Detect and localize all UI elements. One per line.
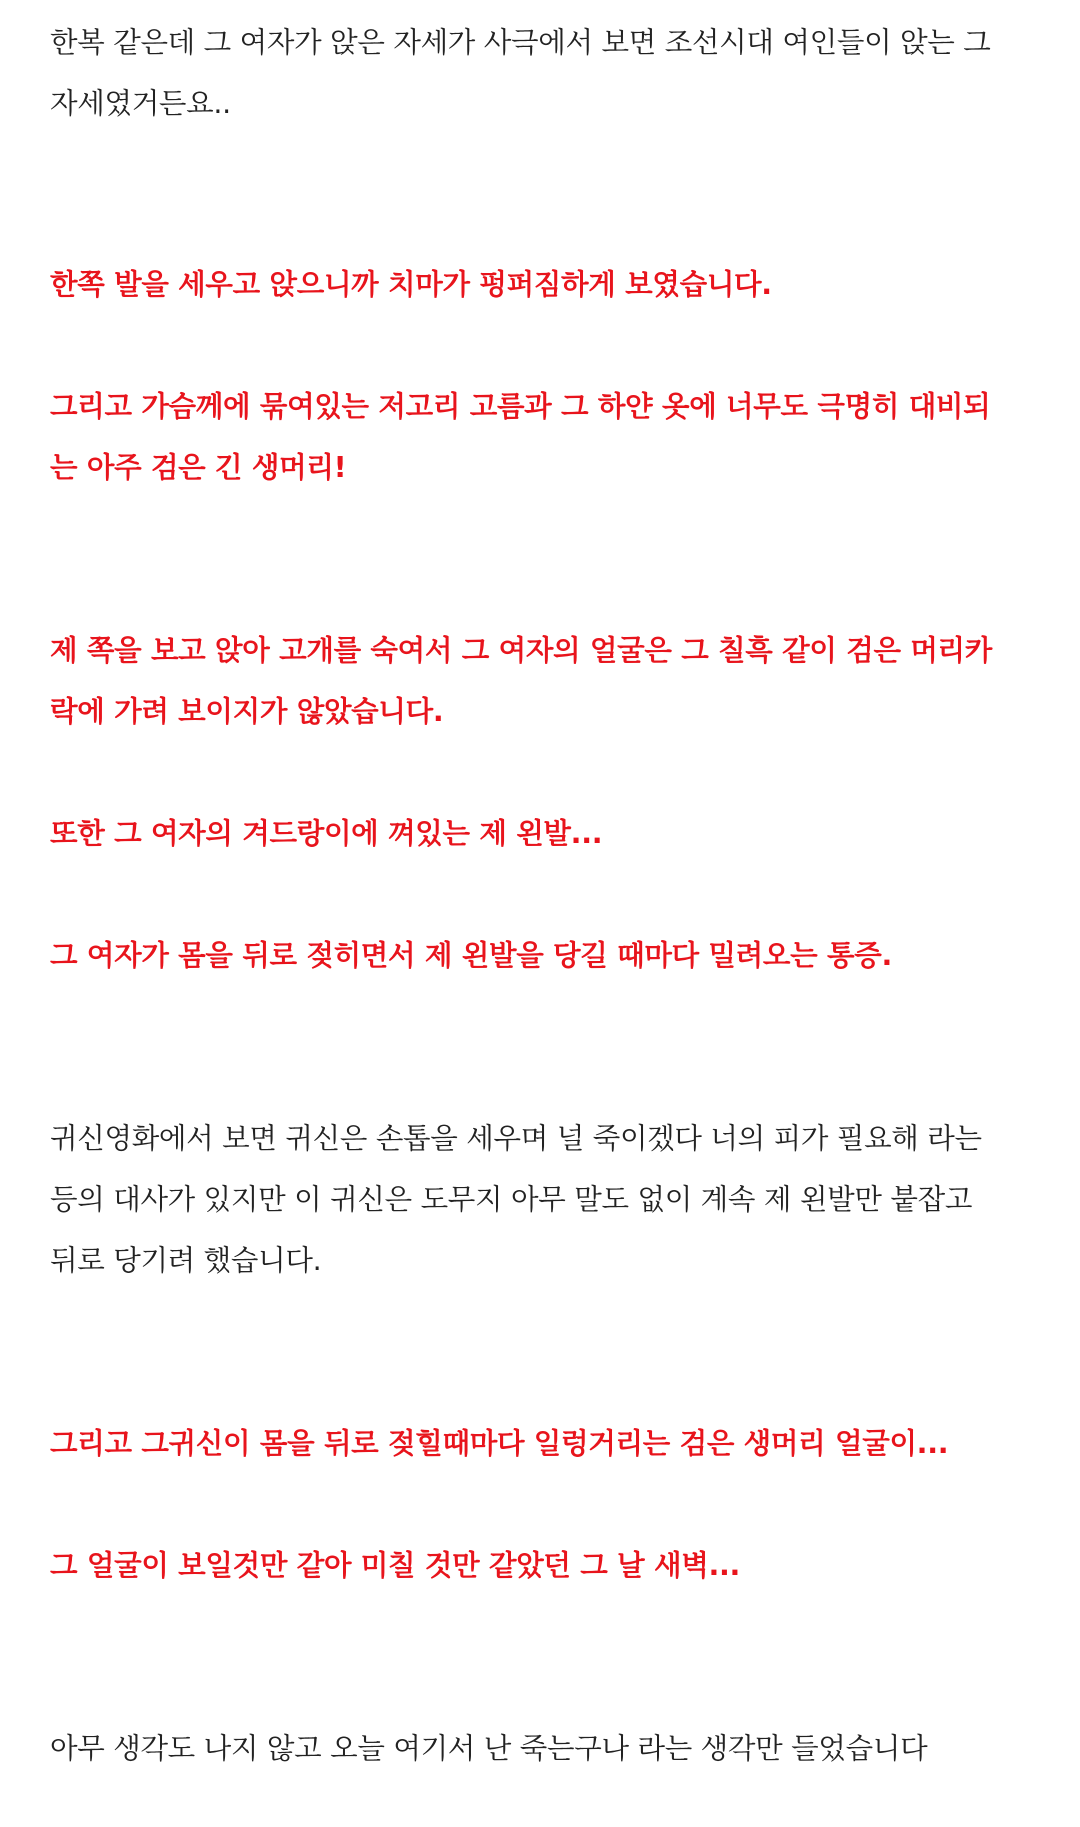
emphasis-paragraph [50, 620, 1030, 742]
text-line: 한복 같은데 그 여자가 앉은 자세가 사극에서 보면 조선시대 여인들이 앉는 그 [50, 26, 991, 59]
text-line: 등의 대사가 있지만 이 귀신은 도무지 아무 말도 없이 계속 제 왼발만 붙잡고 [50, 1183, 973, 1216]
emphasis-paragraph [50, 925, 1030, 986]
text-line: 귀신영화에서 보면 귀신은 손톱을 세우며 널 죽이겠다 너의 피가 필요해 라는 [50, 1122, 982, 1155]
text-line: 또한 그 여자의 겨드랑이에 껴있는 제 왼발... [50, 817, 603, 850]
paragraph [50, 12, 1030, 134]
text-line: 그리고 그귀신이 몸을 뒤로 젖힐때마다 일렁거리는 검은 생머리 얼굴이... [50, 1427, 949, 1460]
text-line: 아무 생각도 나지 않고 오늘 여기서 난 죽는구나 라는 생각만 들었습니다 [50, 1732, 928, 1765]
text-line: 자세였거든요.. [50, 87, 231, 120]
text-line: 그 얼굴이 보일것만 같아 미칠 것만 같았던 그 날 새벽... [50, 1549, 741, 1582]
emphasis-paragraph [50, 1535, 1030, 1596]
emphasis-paragraph [50, 376, 1030, 498]
text-line: 락에 가려 보이지가 않았습니다. [50, 695, 444, 728]
text-line: 한쪽 발을 세우고 앉으니까 치마가 펑퍼짐하게 보였습니다. [50, 268, 772, 301]
paragraph [50, 1718, 1030, 1779]
paragraph [50, 1108, 1030, 1291]
text-line: 그 여자가 몸을 뒤로 젖히면서 제 왼발을 당길 때마다 밀려오는 통증. [50, 939, 892, 972]
text-line: 는 아주 검은 긴 생머리! [50, 451, 347, 484]
emphasis-paragraph [50, 803, 1030, 864]
emphasis-paragraph [50, 1413, 1030, 1474]
text-line: 그리고 가슴께에 묶여있는 저고리 고름과 그 하얀 옷에 너무도 극명히 대비되 [50, 390, 991, 423]
text-line: 제 쪽을 보고 앉아 고개를 숙여서 그 여자의 얼굴은 그 칠흑 같이 검은 머리카 [50, 634, 993, 667]
emphasis-paragraph [50, 254, 1030, 315]
text-line: 뒤로 당기려 했습니다. [50, 1244, 322, 1277]
